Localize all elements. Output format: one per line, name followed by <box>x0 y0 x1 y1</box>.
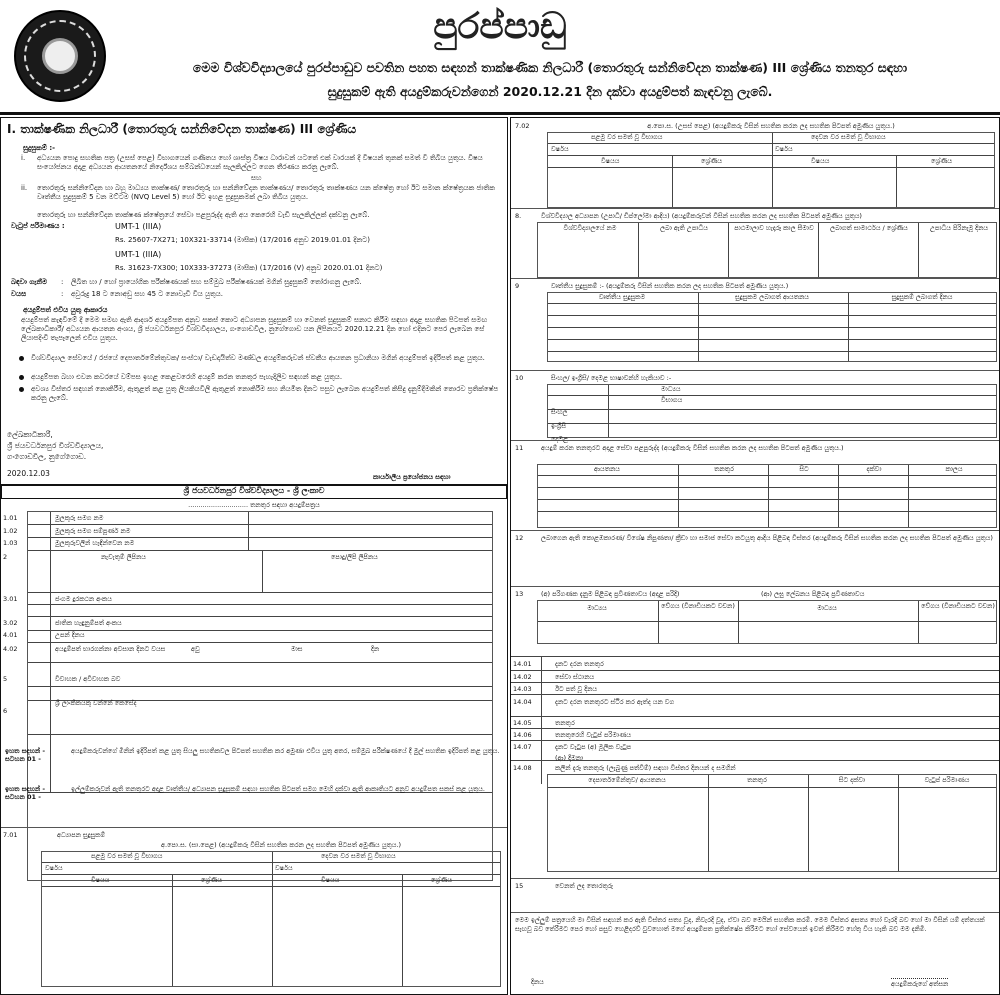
row-number: 4.02 <box>3 645 18 653</box>
page-title: පුරප්පාඩු <box>433 6 567 47</box>
col: මාධ්‍යය <box>661 385 681 393</box>
row-label: දැනට වැටුප (අ) මූලික වැටුප <box>555 743 632 751</box>
registrar-address: ගංගොඩවිල, නුගේගොඩ. <box>7 452 87 461</box>
header-line-1: මෙම විශ්වවිද්‍යාලයේ පුරප්පාඩුව පවතින පහත සඳහන් තාක්ෂණික නිලධාරී (තොරතුරු සන්නිවේදන තාක්ෂණ) III ශ්‍රේණිය තනතුර සඳහා <box>192 60 908 75</box>
col: විශ්වවිද්‍යාලයේ නම <box>563 224 617 232</box>
col: උපාධිය පිරිනැමූ දිනය <box>929 224 989 232</box>
row-number: 14.04 <box>513 698 532 706</box>
col: ආයතනය <box>594 465 620 473</box>
edu-row-number: 7.01 <box>3 831 18 839</box>
age-text: අවුරුදු 18 ට නොඅඩු සහ 45 ට නොවැඩි විය යුතුය. <box>71 290 223 298</box>
year-label: වර්ෂය <box>275 864 293 872</box>
application-form-left <box>0 485 508 995</box>
previous-posts-grid <box>547 774 997 872</box>
row-number: 14.01 <box>513 660 532 668</box>
year-label: වර්ෂය <box>45 864 63 872</box>
row-number: 1.01 <box>3 514 18 522</box>
al-label: අ.පො.ස. (උසස් පෙළ) (අයදුම්කරු විසින් සහතික කරන ලද සහතික පිටපත් අමුණිය යුතුය.) <box>647 122 895 130</box>
row-number: 9 <box>515 282 520 290</box>
apply-bullet-2: අයදුම්පත බහා එවන කවරයේ වම්පස ඉහළ කෙළවරෙහි අයදුම් කරන තනතුර පැහැදිලිව සඳහන් කළ යුතුය. <box>31 373 343 381</box>
age-label: වයස <box>11 290 27 298</box>
row-number: 14.02 <box>513 673 532 681</box>
application-form-right <box>510 117 1000 995</box>
activities-label: ලබාගෙන ඇති කොළඹකාරණ/ විශේෂ නිපුණතා/ ක්‍රීඩා හා සමාජ සේවා කටයුතු ආදිය පිළිබඳ විස්තර (අයදුම්කරු විසින් සහතික කරන ලද සහතික පිටපත් අමුණිය යුතුය) <box>541 534 993 542</box>
subject-col: විෂයය <box>91 876 110 884</box>
row-label: සේවා ස්ථානය <box>555 673 595 681</box>
job-description-panel <box>0 117 508 485</box>
row-number: 7.02 <box>515 122 530 130</box>
row-number: 14.07 <box>513 743 532 751</box>
form-heading: ශ්‍රී ජයවර්ධනපුර විශ්වවිද්‍යාලය - ශ්‍රී ලංකාව <box>1 485 507 499</box>
roman-ii: ii. <box>21 184 28 192</box>
registrar-title: ලේඛකාධිකාරී, <box>7 430 53 439</box>
row-label: උපන් දිනය <box>55 631 85 639</box>
computer-label: (අ) පරිගණක දැනුම පිළිබඳ ප්‍රවීණතාවය (අදාළ පරිදි) <box>541 590 680 598</box>
signature-label: අයදුම්කරුගේ අත්සන <box>891 980 949 988</box>
other-info-label: වෙනත් ලද තොරතුරු <box>555 882 614 890</box>
col: වෘත්තීය සුදුසුකම <box>598 293 646 301</box>
row-label: තනතුරෙහි වැටුප් පරිමාණය <box>555 731 632 739</box>
row-number: 6 <box>3 707 8 715</box>
row-label: ශ්‍රී ලාංකිකයකු වන්නේ කෙසේද <box>55 699 137 707</box>
col: තනතුර <box>747 776 767 784</box>
row-number: 14.08 <box>513 764 532 772</box>
first-attempt: පළමු වර සමත් වූ විභාගය <box>591 133 663 141</box>
subject-col: විෂයය <box>321 876 340 884</box>
experience-label: අයදුම් කරන තනතුරට අදාළ සේවා පළපුරුද්ද (අයදුම්කරු විසින් සහතික කරන ලද සහතික පිටපත් අමුණිය යුතුය.) <box>541 444 844 452</box>
row-label: විවාහක / අවිවාහක බව <box>55 675 121 683</box>
row-label: ජංගම දුරකථන අංකය <box>55 595 112 603</box>
language-grid <box>547 384 997 438</box>
correspondence-address-label: පොදු/ලිපි ලිපිනය <box>331 553 378 561</box>
col: වේගය (විනාඩියකට වචන) <box>661 602 735 610</box>
grade-col: ශ්‍රේණිය <box>431 876 453 884</box>
section-title: I. තාක්ෂණික නිලධාරී (තොරතුරු සන්නිවේදන තාක්ෂණ) III ශ්‍රේණිය <box>7 122 357 136</box>
salary-detail-1: Rs. 25607-7X271; 10X321-33714 (මාසික) (17/2016 අනුව 2019.01.01 දිනට) <box>115 236 370 244</box>
experience-grid <box>537 464 997 528</box>
row-number: 3.02 <box>3 619 18 627</box>
col: දක්වා <box>866 465 882 473</box>
declaration-text: මෙම ඉල්ලුම් පත්‍රයෙහි මා විසින් සඳහන් කර ඇති විස්තර සත්‍ය වූද, නිවැරදි වූද, ඒවා බව මෙයින් සහතික කරමි. මෙම විස්තර අසත්‍ය හෝ වැරදි බව හෝ මා විසින් යම් දත්තයක් සැඟවූ බව තේරීමට පෙර හෝ පසුව හෙළිදරව් වුවහොත් මගේ අයදුම්පත ප්‍රතික්ෂේප කිරීමට හෝ සේවයෙන් ඉවත් කිරීමට හේතු විය හැකි බව මම දනිමි. <box>515 916 985 933</box>
row-label: අයදුම්පත් භාරගන්නා අවසාන දිනට වයස <box>55 645 166 653</box>
row-label: මුලකුරුවලින් හැඳින්වෙන නම <box>55 539 135 547</box>
col: සුදුසුකම ලබාගත් ආයතනය <box>735 293 809 301</box>
apply-title: අයදුම්පත් එවිය යුතු ආකාරය <box>23 306 108 314</box>
university-label: විශ්වවිද්‍යාල අධ්‍යාපන (උපාධි/ ඩිප්ලෝමා ආදිය) (අයදුම්කරුවන් විසින් සහතික කරන ලද සහතික පිටපත් අමුණිය යුතුය) <box>541 212 862 220</box>
col: මාධ්‍යය <box>817 604 837 612</box>
row-number: 11 <box>515 444 524 452</box>
header-line-2: සුදුසුකම් ඇති අයදුම්කරුවන්ගෙන් 2020.12.21 දින දක්වා අයදුම්පත් කැඳවනු ලැබේ. <box>327 84 773 99</box>
row-number: 13 <box>515 590 524 598</box>
salary-scale-1: UMT-1 (IIIA) <box>115 222 162 231</box>
form-subheading: ............................. තනතුර සඳහා අයදුම්පත්‍රය <box>188 501 320 509</box>
registrar-university: ශ්‍රී ජයවර්ධනපුර විශ්වවිද්‍යාලය, <box>7 441 104 450</box>
col: සුදුසුකම් ලබාගත් දිනය <box>891 293 953 301</box>
bullet-dot <box>19 387 24 392</box>
col: පාඨමාලාව හැදෑරූ කාල සීමාව <box>734 224 814 232</box>
and-label: සහ <box>251 174 262 182</box>
qualification-i: අධ්‍යයන පොදු සහතික පත්‍ර (උසස් පෙළ) විභාගයෙන් ගණිතය හෝ ශාස්ත්‍ර විෂය ධාරාවන් යටතේ එක් වාරයක් දී විෂයන් තුනක් සමත් වී තිබිය යුතුය. විෂය සංයෝජනය අදාළ අධ්‍යයන ආයතනයේ නිර්දේශය සම්බන්ධයෙන් සැලකිල්ලට ගෙන තීරණය කරනු ලැබේ. <box>37 154 483 171</box>
office-use-note: කාර්යාලීය ප්‍රයෝජනය සඳහා <box>373 473 451 481</box>
col: වැටුප් පරිමාණය <box>924 776 970 784</box>
roman-i: i. <box>21 154 26 162</box>
bullet-dot <box>19 375 24 380</box>
previous-posts-label: කලින් දැරූ තනතුරු (ලැබුණු පත්වීම්) සඳහා විස්තර දිනයන් ද සමගින් <box>555 764 736 772</box>
edu-sub: අ.පො.ස. (සා.පෙළ) (අයදුම්කරු විසින් සහතික කරන ලද සහතික පිටපත් අමුණිය යුතුය.) <box>161 841 401 849</box>
colon: : <box>61 278 64 286</box>
col: දෙපාර්තමේන්තුව/ ආයතනය <box>588 776 666 784</box>
subject-col: විෂයය <box>811 157 830 165</box>
row-number: 4.01 <box>3 631 18 639</box>
second-attempt: දෙවන වර සමත් වූ විභාගය <box>321 852 396 860</box>
col: සිට <box>799 465 809 473</box>
lang-english: ඉංග්‍රීසි <box>551 422 567 430</box>
professional-grid <box>547 292 997 362</box>
lang-tamil: දෙමළ <box>551 435 568 443</box>
row-number: 1.02 <box>3 527 18 535</box>
row-number: 3.01 <box>3 595 18 603</box>
row-number: 14.06 <box>513 731 532 739</box>
row-number: 10 <box>515 374 524 382</box>
form-grid <box>27 511 493 881</box>
apply-paragraph: අයදුම්පත් කැඳවීමේ දී මෙම සමඟ ඇති ආදර්ශ අයදුම්පත අනුව සකස් කොට අධ්‍යාපන සුදුසුකම් හා වෙනත් සුදුසුකම් සනාථ කිරීම සඳහා අදාළ සහතික පිටපත් සමඟ ලේඛකාධිකාරී/ අධ්‍යයන ආයතන අංශය, ශ්‍රී ජයවර්ධනපුර විශ්වවිද්‍යාලය, ගංගොඩවිල, නුගේගොඩ යන ලිපිනයට 2020.12.21 දින හෝ එදිනට පෙර ලැබෙන සේ ලියාපදිංචි තැපෑලෙන් එවිය යුතුය. <box>21 316 488 342</box>
row-number: 8. <box>515 212 522 220</box>
subject-col: විෂයය <box>601 157 620 165</box>
second-attempt: දෙවන වර සමත් වූ විභාගය <box>811 133 886 141</box>
row-number: 1.03 <box>3 539 18 547</box>
edu-label: අධ්‍යාපන සුදුසුකම් <box>57 831 106 839</box>
row-label: තනතුර <box>555 719 575 727</box>
allowances-label: (ආ) දීමනා <box>555 754 584 762</box>
colon2: : <box>61 290 64 298</box>
age-days: දින <box>371 645 380 653</box>
bullet-dot <box>19 356 24 361</box>
row-number: 14.03 <box>513 685 532 693</box>
lang-sinhala: සිංහල <box>551 408 568 416</box>
col: විභාගය <box>661 396 683 404</box>
col: කාලය <box>945 465 963 473</box>
year-label: වර්ෂය <box>551 145 569 153</box>
grade-col: ශ්‍රේණිය <box>201 876 223 884</box>
col: ලබා ඇති උපාධිය <box>660 224 708 232</box>
note-1-text: අයදුම්කරුවන්ගේ මිනින් ඉදිරිපත් කළ යුතු සියලු සහතිකවල පිටපත් සහතික කර අමුණා එවිය යුතු අතර, සම්මුඛ පරීක්ෂණයේ දී මුල් සහතික ඉදිරිපත් කළ යුතුය. <box>71 747 500 755</box>
row-number: 15 <box>515 882 524 890</box>
qualifications-label: සුදුසුකම් :- <box>23 144 56 152</box>
note-2-text: ඉල්ලුම්කරුවන් ඇති තනතුරට අදාළ වෘත්තීය/ අධ්‍යාපන සුදුසුකම් සඳහා සහතික පිටපත් සමග මෙහි දක්වා ඇති ආකෘතියට අනුව අයදුම්පත සකස් කළ යුතුය. <box>71 785 485 793</box>
salary-label: වැටුප් පරිමාණය : <box>11 222 65 230</box>
qualification-ii: තොරතුරු සන්නිවේදන හා බහු මාධ්‍යය තාක්ෂණ/ තොරතුරු හා සන්නිවේදන තාක්ෂණය/ තොරතුරු තාක්ෂණය යන ක්ෂේත්‍ර හෝ ඊට සමාන ක්ෂේත්‍රයක ජාතික වෘත්තීය සුදුසුකම් 5 වන මට්ටම (NVQ Level 5) හෝ ඊට ඉහළ සුදුසුකමක් ලබා තිබිය යුතුය. <box>37 184 495 201</box>
first-attempt: පළමු වර සමත් වූ විභාගය <box>91 852 163 860</box>
age-months: මාස <box>291 645 303 653</box>
apply-bullet-3: අවශ්‍ය විස්තර සඳහන් නොකිරීම, ඇතුළත් කළ යුතු ලියකියවිලි ඇතුළත් නොකිරීම සහ නියමිත දිනට පසුව ලැබෙන අයදුම්පත් කිසිදු දැනුම්දීමකින් තොරව ප්‍රතික්ෂේප කරනු ලැබේ. <box>31 385 499 402</box>
row-label: දැනට දරන තනතුර <box>555 660 604 668</box>
col: ලබාගත් සාමාර්ථය / ශ්‍රේණිය <box>830 224 908 232</box>
registrar-date: 2020.12.03 <box>7 469 50 478</box>
note-1-title: ඉහත සඳහන් - සටහන 01 - <box>5 747 46 764</box>
note-2-title: ඉහත සඳහන් - සටහන 01 - <box>5 785 46 802</box>
al-grid <box>547 132 995 208</box>
row-label: දැනට දරන තනතුරට ස්ථිර කර ඇත්ද යන වග <box>555 698 675 706</box>
year-label: වර්ෂය <box>775 145 793 153</box>
date-label: දිනය <box>531 978 544 986</box>
col: මාධ්‍යය <box>587 604 607 612</box>
apply-bullet-1: විශ්වවිද්‍යාල සේවයේ / රජයේ දෙපාර්තමේන්තුවක/ සංස්ථා/ වැඩදායිත්ව මණ්ඩල අයදුම්කරුවන් ස්වකීය ආයතන ප්‍රධානියා මගින් අයදුම්පත් ඉදිරිපත් කළ යුතුය. <box>31 354 485 362</box>
row-number: 5 <box>3 675 8 683</box>
language-label: සිංහල/ ඉංග්‍රීසි/ දෙමළ භාෂාවන්හි හැකියාව :- <box>551 374 672 382</box>
row-number: 14.05 <box>513 719 532 727</box>
row-label: මුලකුරු සමග සම්පූර්ණ නම <box>55 527 131 535</box>
row-number: 2 <box>3 553 8 561</box>
grade-col: ශ්‍රේණිය <box>701 157 723 165</box>
ol-results-grid <box>41 851 501 987</box>
salary-detail-2: Rs. 31623-7X300; 10X333-37273 (මාසික) (17/2016 (V) අනුව 2020.01.01 දිනට) <box>115 264 383 272</box>
salary-scale-2: UMT-1 (IIIA) <box>115 250 162 259</box>
professional-label: වෘත්තීය සුදුසුකම් :- (අයදුම්කරු විසින් සහතික කරන ලද සහතික පිටපත් අමුණිය යුතුය.) <box>551 282 789 290</box>
recruitment-text: ලිඛිත හා / හෝ ප්‍රායෝගික පරීක්ෂණයක් සහ සම්මුඛ පරීක්ෂණයක් මගින් සුදුසුකම් තෝරාගනු ලැබේ. <box>71 278 362 286</box>
header-divider <box>0 112 1000 115</box>
col: තනතුර <box>714 465 734 473</box>
row-label: ජාතික හැඳුනුම්පත් අංකය <box>55 619 122 627</box>
row-label: මුලකුරු සමග නම <box>55 514 104 522</box>
row-number: 12 <box>515 534 524 542</box>
permanent-address-label: නැවැතුම් ලිපිනය <box>101 553 146 561</box>
qualification-note: තොරතුරු හා සන්නිවේදන තාක්ෂණ ක්ෂේත්‍රයේ සේවා පළපුරුද්ද ඇති අය කෙරෙහි වැඩි සැලකිල්ලක් දක්වනු ලැබේ. <box>37 211 370 219</box>
recruitment-label: බඳවා ගැනීම <box>11 278 48 286</box>
row-label: ඊට පත් වූ දිනය <box>555 685 598 693</box>
shorthand-label: (ආ) ලඝු ලේඛනය පිළිබඳ ප්‍රවීණතාවය <box>761 590 865 598</box>
age-years: අවු <box>191 645 200 653</box>
grade-col: ශ්‍රේණිය <box>931 157 953 165</box>
col: වේගය (විනාඩියකට වචන) <box>921 602 995 610</box>
col: සිට දක්වා <box>838 776 866 784</box>
